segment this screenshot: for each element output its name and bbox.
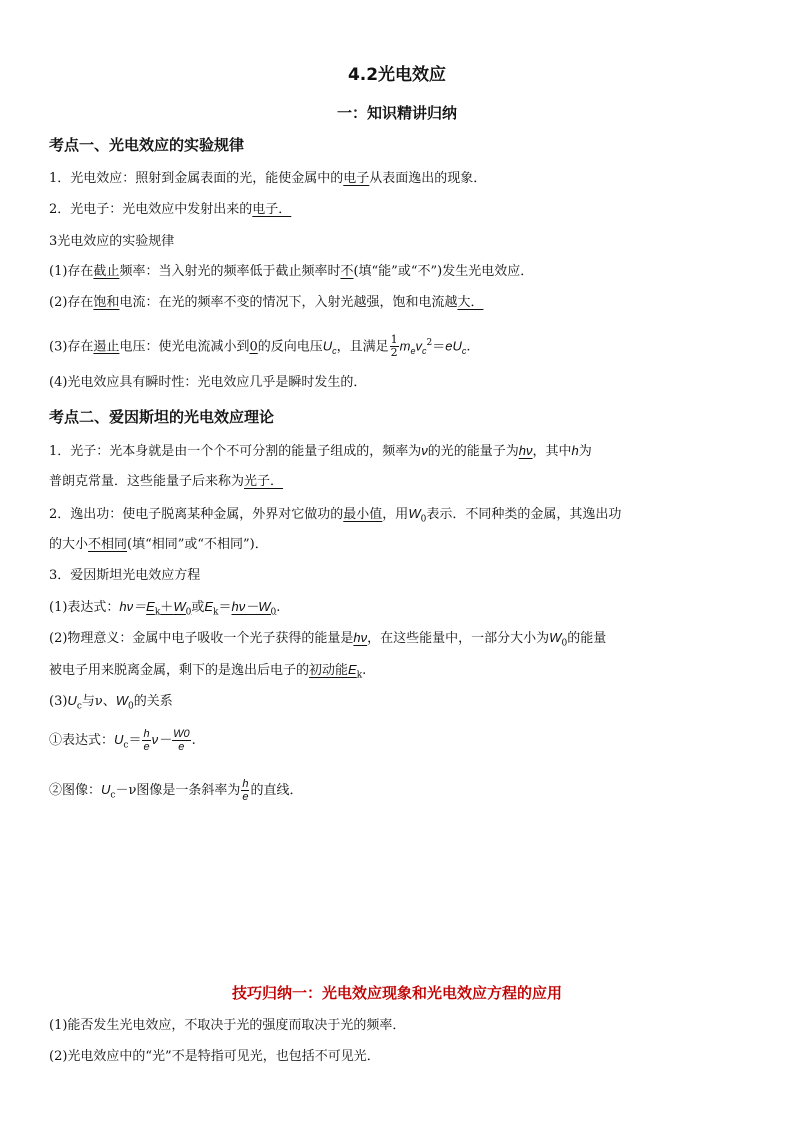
s2-line10: ①表达式：$U_c=$ $\frac{h}{e}$ ν－ $\frac{W0}{e}$ .: [49, 728, 196, 753]
s1-line4: (1)存在截止频率：当入射光的频率低于截止频率时不(填“能”或“不”)发生光电效应．: [49, 264, 534, 279]
s2-line9: $(3)U_c$与ν、$W_0$的关系: [49, 693, 173, 712]
s2-line7: (2)物理意义：金属中电子吸收一个光子获得的能量是hν，在这些能量中，一部分大小为$W_0$的能量: [49, 630, 607, 649]
s2-line3: 2．逸出功：使电子脱离某种金属，外界对它做功的最小值，用$W_0$表示．不同种类的金属，其逸出功: [49, 506, 622, 525]
s1-line1: 1．光电效应：照射到金属表面的光，能使金属中的电子从表面逸出的现象．: [49, 171, 487, 186]
s2-line1: 1．光子：光本身就是由一个个不可分割的能量子组成的，频率为ν的光的能量子为hν，其中h为: [49, 443, 592, 459]
s2-line8: 被电子用来脱离金属，剩下的是逸出后电子的初动能$E_k$.: [49, 662, 367, 681]
section1-heading: 考点一、光电效应的实验规律: [49, 136, 245, 154]
s2-line4: 的大小不相同(填“相同”或“不相同”)．: [49, 537, 268, 552]
s2-line2: 普朗克常量．这些能量子后来称为光子．: [49, 474, 284, 489]
fraction-half: $\frac{1}{2}$: [390, 333, 398, 360]
fraction-w0-over-e: $\frac{W0}{e}$: [173, 728, 190, 753]
fraction-h-over-e: $\frac{h}{e}$: [143, 728, 150, 753]
s2-line6: (1)表达式：$h\nu=E_k+W_0$或$E_k=h\nu-W_0$.: [49, 599, 281, 618]
s1-line3: 3光电效应的实验规律: [49, 234, 175, 249]
s3-line1: (1)能否发生光电效应，不取决于光的强度而取决于光的频率．: [49, 1018, 406, 1033]
s1-line5: (2)存在饱和电流：在光的频率不变的情况下，入射光越强，饱和电流越大．: [49, 295, 484, 310]
s3-line2: (2)光电效应中的“光”不是特指可见光，也包括不可见光．: [49, 1049, 380, 1064]
section2-heading: 考点二、爱因斯坦的光电效应理论: [49, 408, 275, 426]
fraction-slope: $\frac{h}{e}$: [242, 778, 249, 803]
page-subtitle: 一：知识精讲归纳: [336, 104, 457, 122]
s2-line11: ②图像：$U_c-\nu$图像是一条斜率为 $\frac{h}{e}$ 的直线．: [49, 778, 303, 803]
s1-line7: (4)光电效应具有瞬时性：光电效应几乎是瞬时发生的．: [49, 375, 367, 390]
skill-summary-heading: 技巧归纳一：光电效应现象和光电效应方程的应用: [231, 984, 562, 1002]
s1-line6: (3)存在遏止电压：使光电流减小到0的反向电压$U_c$，且满足 $\frac{1}{2}$ $m_ev_c^2=eU_c$.: [49, 333, 471, 360]
s1-line2: 2．光电子：光电效应中发射出来的电子．: [49, 202, 292, 217]
s2-line5: 3．爱因斯坦光电效应方程: [49, 568, 201, 583]
page-title: 4.2光电效应: [347, 65, 447, 85]
